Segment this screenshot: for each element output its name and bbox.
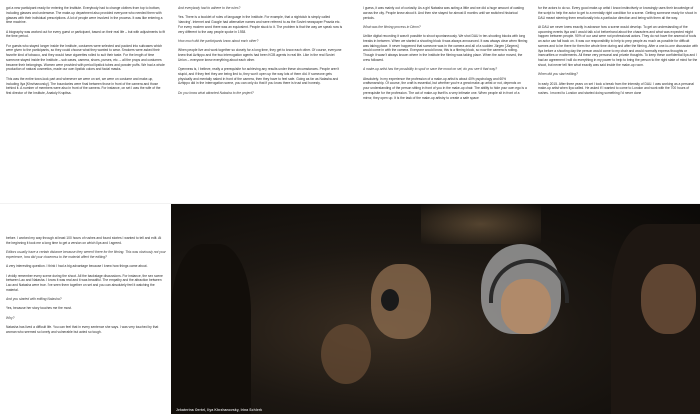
text-column-4 <box>538 6 698 196</box>
interview-paragraph: When people live and work together so closely for a long time, they get to know each other. Of course, everyone knew that Azhippo and the two interrogation agents had been KGB agents in real life. Like in the real Soviet Union – everyone knew everything about each other. <box>178 48 342 62</box>
interview-paragraph: Natasha has lived a difficult life. You can feel that in every sentence she says. I was very touched by that woman who seemed so lonely and vulnerable but acted so tough. <box>6 325 159 334</box>
text-column-3 <box>363 6 528 196</box>
interview-question: What was the filming process in Dimm? <box>363 24 421 29</box>
interview-paragraph: got a new participant ready for entering the Institute. Everybody had to change clothes from top to bottom, including glasses and underwear. The make-up department also provided everyone who needed them with glasses with their individual prescriptions. A lot of people were involved in the process. It was like entering a time machine. <box>6 6 163 25</box>
interview-paragraph: I vividly remember every scene during the shoot. All the backstage discussions. For instance, the sex scene between Lao and Natasha. I know it was real and it was beautiful. The empathy and the attraction between Lao and Natasha were true. I've seen them together on set and you can absolutely feel it watching the material. <box>6 273 163 292</box>
interview-paragraph: for the actors to do so. Every good make-up artist I know instinctively or knowingly uses their knowledge of the script to help the actor to get to a mentally right condition for a scene. Getting someone ready for shoot in DAU meant steering them emotionally into a particular direction and being with them all the way. <box>538 6 697 20</box>
interview-paragraph: Absolutely. In my experience the profession of a make-up artist is about 40% psychology and 60% craftsmanship. Of course, the craft is essential, but whether you're a great make-up artist or not, depends on your understanding of the person sitting in front of you in the make-up chair. The ability to hide your own ego is a prerequisite for the profession. The act of make-up itself is a very intimate one. When people sit in front of a mirror, they open up. It is the task of the make-up artistry to create a safe space <box>363 76 527 100</box>
interview-paragraph: before. I worked my way through at least 100 hours of rushes and found stories I wanted to tell and edit. At the beginning it took me a long time to get a version on which Ilya and I agreed. <box>6 236 162 245</box>
left-face <box>321 324 371 384</box>
text-column-5 <box>6 236 166 408</box>
center-person-head <box>371 264 431 339</box>
interview-question: Editors usually have a certain distance because they weren't there for the filming. This was obviously not your experience, how did your closeness to the material affect the editing? <box>6 250 166 259</box>
interview-paragraph: A biography was worked out for every guest or participant, based on their real life – but with adjustments to fit the time period. <box>6 29 166 39</box>
interview-paragraph: Unlike digital recording it wasn't possible to shoot spontaneously. We shot DAU in ten-shooting blocks with long breaks in between. When we started a shooting block it was always announced. It was always clear when filming was taking place. It never happened that someone was in the camera and all of a sudden Jürgen [Jürgens] would come in with the camera. Everyone would know, this is a filming block, so now the camera is rolling. Though it wasn't always known where in the Institute the filming was taking place. When the actor moved, the crew followed. <box>363 34 528 62</box>
interview-paragraph: This was the entire town-look part and whenever we were on set, we were on costume and make-up, including Ilya [Khrzhanovsky]. The boundaries were final between those in front of the camera and those behind it. A number of members were also in front of the camera. For instance, on set I was the wife of the first director of the Institute, Anatoly Krupitsa. <box>6 76 161 96</box>
interview-paragraph: In early 2015. After three years on set I took a break from the intensity of DAU. I was working as a personal make-up artist when Ilya called. He asked if I wanted to come to London and work with the 700 hours of rushes. I moved to London and started doing something I'd never done <box>538 81 694 96</box>
microphone <box>381 289 399 311</box>
interview-question: A make-up artist has the possibility to spoil or save the mood on set, do you see it that way? <box>363 67 498 72</box>
light-glare <box>421 204 541 244</box>
interview-paragraph: For guests who stayed longer inside the Institute, costumes were selected and packed into suitcases which were given to the participants, so they could choose what they wanted to wear. Smokers were asked their favorite kind of tobacco, and they would have cigarettes rolled to suit their taste. For the length of time someone stayed inside the Institute – sub cases, camera, shoes, purses, etc. – all the props and costumes became their belongings. Women were provided with period lipstick tubes and powder puffs. We had a whole production of natural cosmetics, made our own lipstick colors and facial masks. <box>6 43 165 72</box>
interview-question: Why? <box>6 315 15 320</box>
interview-paragraph: Yes. There is a booklet of rules of language in the Institute. For example, that a nightclub is simply called 'dancing'. Internet and Google had alternative names and were referred to as the Soviet newspaper Pravda etc. For every modern word there was an equivalent. People stuck to it. The problem is that the way we speak now is very different to the way people spoke in 1938. <box>178 15 343 34</box>
text-column-1 <box>6 6 166 196</box>
interview-paragraph: Yes, because her story touches me the most. <box>6 306 72 311</box>
film-still-photo <box>171 204 700 414</box>
text-column-2 <box>178 6 343 196</box>
photo-caption: Jekaterina Oertel, Ilya Khrzhanovsky, Irina Schlerk <box>176 408 263 412</box>
interview-paragraph: I guess, it was mainly out of curiosity. As a girl Natasha was acting a little and we did a huge amount of casting across the city. People knew about it. And then she stayed for almost 8 months until we switched historical periods. <box>363 6 524 20</box>
interview-paragraph: Openness is, I believe, really a prerequisite for achieving any results under these circumstances. People aren't stupid, and if they feel they are being lied to, they won't open up the way lots of them did. If someone gets physically and mentally naked in front of the camera, then they have to feel safe. Going as far as Natasha and Azhippo did in the interrogation scene, you can only do that if you know there is trust and honesty. <box>178 67 339 86</box>
interview-question: How much did the participants know about each other? <box>178 38 259 43</box>
interview-question: And everybody had to adhere to the rules? <box>178 6 241 10</box>
interview-question: Do you know what attracted Natasha to the project? <box>178 90 254 95</box>
interview-question: When did you start editing? <box>538 72 578 77</box>
interview-paragraph: At DAU we never knew exactly in advance how a scene would develop. To get an understanding of the upcoming events Ilya and I would talk a lot beforehand about the characters and what was expected might happen between people. 90% of our cast were not professional actors. They do not have the arsenal of tools an actor can fall back on. It was our responsibility to help to prep people as much as possible for difficult scenes and to be there for them the whole time during and after the filming. After a one-to-one discussion with Ilya before a shooting day the person would come to my chair and would normally express thoughts or insecurities or excitements. All these very personal and private thoughts. To keep these confidential Ilya and I had an agreement I will do everything in my power to help to bring the person to the right state of mind for the shoot, but never tell him what exactly was said inside the make-up room. <box>538 24 698 67</box>
interview-question: And you started with editing Natasha? <box>6 297 62 302</box>
left-person-silhouette <box>171 244 251 414</box>
interview-paragraph: A very interesting question. I think I had a big advantage because I knew how things came about. <box>6 264 148 269</box>
right-person-face <box>641 264 696 334</box>
